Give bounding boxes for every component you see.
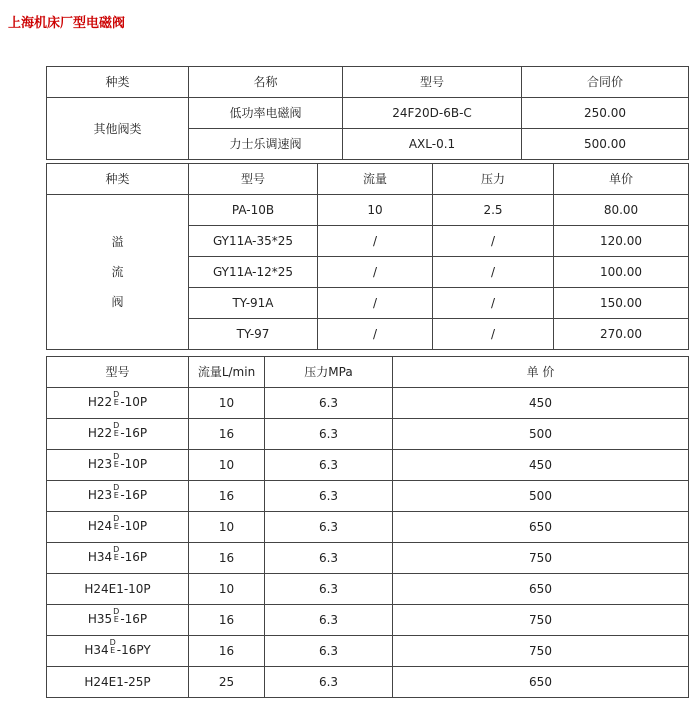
- category-char: 阀: [111, 295, 124, 309]
- model-stacked-letters: [113, 391, 119, 407]
- model-superscript: D: [109, 638, 116, 647]
- relief-valves-table: [46, 163, 689, 350]
- model-cell: [47, 574, 189, 605]
- model-cell: [47, 512, 189, 543]
- model-prefix: H23: [87, 457, 113, 471]
- model-suffix: -10P: [120, 519, 148, 533]
- column-header: 种类: [47, 67, 189, 98]
- flow-cell: /: [318, 226, 433, 257]
- model-subscript: E: [113, 429, 119, 438]
- pressure-cell: /: [433, 226, 554, 257]
- model-subscript: E: [113, 398, 119, 407]
- pressure-cell: 6.3: [265, 636, 393, 667]
- model-cell: TY-97: [189, 319, 318, 350]
- model-prefix: H23: [87, 488, 113, 502]
- flow-cell: /: [318, 257, 433, 288]
- column-header: 压力: [433, 164, 554, 195]
- model-cell: [47, 419, 189, 450]
- model-stacked-letters: [113, 546, 119, 562]
- pressure-cell: 2.5: [433, 195, 554, 226]
- model-subscript: E: [113, 615, 119, 624]
- model-superscript: D: [113, 545, 120, 554]
- table-row: [47, 636, 689, 667]
- model-cell: GY11A-12*25: [189, 257, 318, 288]
- flow-cell: 10: [189, 574, 265, 605]
- price-cell: 450: [393, 450, 689, 481]
- model-stacked-letters: [110, 639, 116, 655]
- price-cell: 120.00: [554, 226, 689, 257]
- model-superscript: D: [113, 452, 120, 461]
- model-prefix: H24E1-10P: [84, 582, 151, 596]
- category-char: 溢: [111, 235, 124, 249]
- pressure-cell: /: [433, 257, 554, 288]
- pressure-cell: 6.3: [265, 667, 393, 698]
- flow-cell: 10: [189, 388, 265, 419]
- model-cell: [47, 388, 189, 419]
- pressure-cell: /: [433, 319, 554, 350]
- model-suffix: -10P: [120, 457, 148, 471]
- price-cell: 750: [393, 636, 689, 667]
- model-superscript: D: [113, 421, 120, 430]
- name-cell: 低功率电磁阀: [189, 98, 343, 129]
- model-stacked-letters: [113, 515, 119, 531]
- table-header-row: [47, 164, 689, 195]
- model-suffix: -16P: [120, 612, 148, 626]
- column-header: 流量L/min: [189, 357, 265, 388]
- table-header-row: [47, 67, 689, 98]
- pressure-cell: 6.3: [265, 481, 393, 512]
- price-cell: 270.00: [554, 319, 689, 350]
- model-subscript: E: [113, 491, 119, 500]
- table-row: [47, 481, 689, 512]
- model-suffix: -10P: [120, 395, 148, 409]
- price-cell: 750: [393, 543, 689, 574]
- pressure-cell: 6.3: [265, 543, 393, 574]
- model-cell: [47, 481, 189, 512]
- flow-cell: /: [318, 319, 433, 350]
- model-subscript: E: [113, 522, 119, 531]
- price-cell: 80.00: [554, 195, 689, 226]
- model-prefix: H34: [84, 643, 109, 657]
- flow-cell: 16: [189, 481, 265, 512]
- pressure-cell: /: [433, 288, 554, 319]
- model-stacked-letters: [113, 422, 119, 438]
- model-superscript: D: [113, 390, 120, 399]
- category-cell: 其他阀类: [47, 98, 189, 160]
- column-header: 型号: [189, 164, 318, 195]
- flow-cell: 16: [189, 543, 265, 574]
- table-row: [47, 605, 689, 636]
- table-row: [47, 98, 689, 129]
- column-header: 流量: [318, 164, 433, 195]
- model-stacked-letters: [113, 484, 119, 500]
- page-title: 上海机床厂型电磁阀: [8, 16, 126, 31]
- model-suffix: -16P: [120, 426, 148, 440]
- model-prefix: H22: [87, 426, 113, 440]
- price-cell: 450: [393, 388, 689, 419]
- price-cell: 650: [393, 512, 689, 543]
- model-cell: [47, 450, 189, 481]
- pressure-cell: 6.3: [265, 450, 393, 481]
- model-superscript: D: [113, 607, 120, 616]
- price-cell: 150.00: [554, 288, 689, 319]
- price-cell: 500: [393, 419, 689, 450]
- model-cell: [47, 636, 189, 667]
- model-cell: [47, 605, 189, 636]
- model-prefix: H24: [87, 519, 113, 533]
- column-header: 压力MPa: [265, 357, 393, 388]
- table-header-row: [47, 357, 689, 388]
- pressure-cell: 6.3: [265, 388, 393, 419]
- flow-cell: 16: [189, 636, 265, 667]
- model-prefix: H35: [87, 612, 113, 626]
- flow-cell: /: [318, 288, 433, 319]
- table-row: [47, 574, 689, 605]
- model-cell: GY11A-35*25: [189, 226, 318, 257]
- model-cell: [47, 667, 189, 698]
- column-header: 合同价: [522, 67, 689, 98]
- column-header: 单价: [554, 164, 689, 195]
- table-row: [47, 388, 689, 419]
- model-cell: AXL-0.1: [343, 129, 522, 160]
- model-prefix: H24E1-25P: [84, 675, 151, 689]
- model-stacked-letters: [113, 608, 119, 624]
- model-suffix: -16P: [120, 550, 148, 564]
- flow-cell: 10: [189, 450, 265, 481]
- column-header: 名称: [189, 67, 343, 98]
- table-row: [47, 512, 689, 543]
- flow-cell: 16: [189, 605, 265, 636]
- flow-cell: 10: [318, 195, 433, 226]
- column-header: 型号: [343, 67, 522, 98]
- other-valves-table: [46, 66, 689, 160]
- name-cell: 力士乐调速阀: [189, 129, 343, 160]
- column-header: 单 价: [393, 357, 689, 388]
- price-cell: 750: [393, 605, 689, 636]
- price-cell: 650: [393, 574, 689, 605]
- pressure-cell: 6.3: [265, 605, 393, 636]
- price-cell: 650: [393, 667, 689, 698]
- price-cell: 500.00: [522, 129, 689, 160]
- model-stacked-letters: [113, 453, 119, 469]
- column-header: 种类: [47, 164, 189, 195]
- model-subscript: E: [110, 646, 116, 655]
- pressure-cell: 6.3: [265, 512, 393, 543]
- model-suffix: -16P: [120, 488, 148, 502]
- model-cell: TY-91A: [189, 288, 318, 319]
- price-cell: 500: [393, 481, 689, 512]
- model-superscript: D: [113, 483, 120, 492]
- table-row: [47, 450, 689, 481]
- price-cell: 100.00: [554, 257, 689, 288]
- model-cell: PA-10B: [189, 195, 318, 226]
- table-row: [47, 667, 689, 698]
- column-header: 型号: [47, 357, 189, 388]
- model-cell: [47, 543, 189, 574]
- model-suffix: -16PY: [116, 643, 151, 657]
- model-price-table: [46, 356, 689, 698]
- flow-cell: 16: [189, 419, 265, 450]
- table-row: [47, 195, 689, 226]
- model-prefix: H34: [87, 550, 113, 564]
- flow-cell: 25: [189, 667, 265, 698]
- category-char: 流: [111, 265, 124, 279]
- model-superscript: D: [113, 514, 120, 523]
- table-row: [47, 419, 689, 450]
- pressure-cell: 6.3: [265, 419, 393, 450]
- price-cell: 250.00: [522, 98, 689, 129]
- model-prefix: H22: [87, 395, 113, 409]
- category-cell: [47, 195, 189, 350]
- pressure-cell: 6.3: [265, 574, 393, 605]
- flow-cell: 10: [189, 512, 265, 543]
- table-row: [47, 543, 689, 574]
- model-subscript: E: [113, 553, 119, 562]
- model-subscript: E: [113, 460, 119, 469]
- model-cell: 24F20D-6B-C: [343, 98, 522, 129]
